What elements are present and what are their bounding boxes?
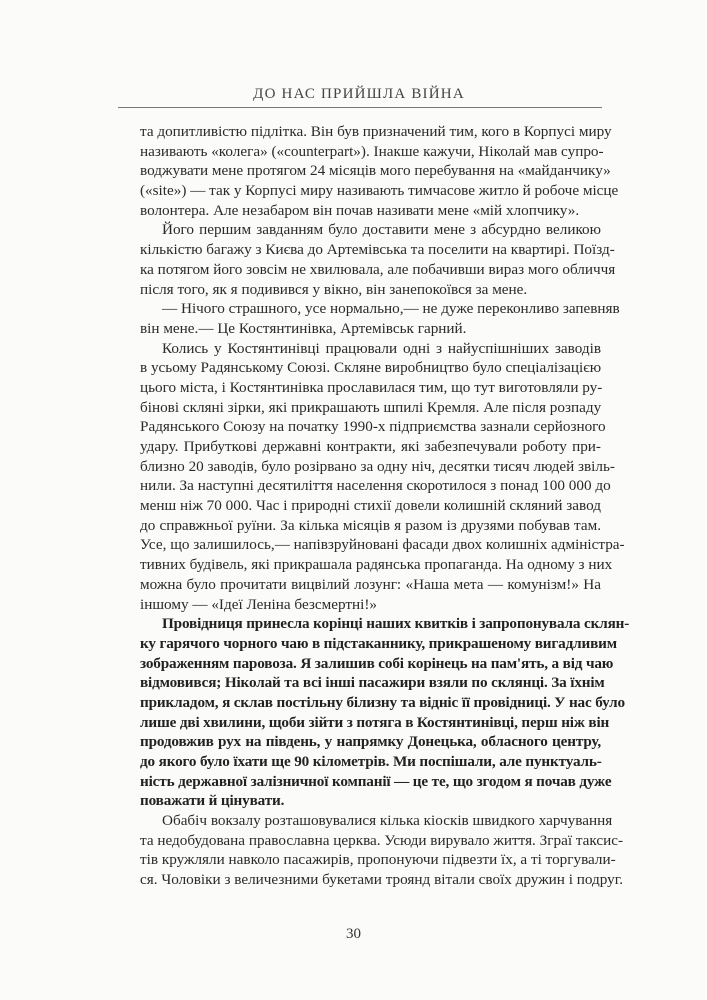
text-line: лише дві хвилини, щоби зійти з потяга в Костянтинівці, перш ніж він	[140, 713, 610, 731]
text-line: відмовився; Ніколай та всі інші пасажири взяли по склянці. За їхнім	[140, 674, 605, 692]
text-line: («site») — так у Корпусі миру називають тимчасове житло й робоче місце	[140, 182, 619, 200]
text-line: Усе, що залишилось,— напівзруйновані фасади двох колишніх адміністра-	[140, 536, 625, 554]
text-line: називають «колега» («counterpart»). Інакше кажучи, Ніколай мав супро-	[140, 142, 604, 160]
text-line: до справжньої руїни. За кілька місяців я разом із друзями побував там.	[140, 516, 601, 534]
text-line: він мене.— Це Костянтинівка, Артемівськ гарний.	[140, 319, 467, 337]
text-line: ся. Чоловіки з величезними букетами троянд вітали своїх дружин і подруг.	[140, 871, 624, 889]
text-line: поважати й цінувати.	[140, 792, 285, 810]
text-line: тивних будівель, які прикрашала радянська пропаганда. На одному з них	[140, 556, 613, 574]
text-line: близно 20 заводів, було розірвано за одну ніч, десятки тисяч людей звіль-	[140, 457, 615, 475]
text-line: Радянського Союзу на початку 1990-х підприємства зазнали серйозного	[140, 418, 606, 436]
text-line: ка потягом його зовсім не хвилювала, але побачивши вираз мого обличчя	[140, 260, 616, 278]
text-line: зображенням паровоза. Я залишив собі корінець на пам'ять, а від чаю	[140, 654, 614, 672]
paragraph	[140, 299, 620, 338]
text-line: нили. За наступні десятиліття населення скоротилося з понад 100 000 до	[140, 477, 611, 495]
text-line: воджувати мене протягом 24 місяців мого перебування на «майданчику»	[140, 162, 611, 180]
text-line: ку гарячого чорного чаю в підстаканнику, прикрашеному вигадливим	[140, 634, 617, 652]
page-number: 30	[346, 926, 361, 942]
text-line: в усьому Радянському Союзі. Скляне виробництво було спеціалізацією	[140, 359, 602, 377]
paragraph	[140, 220, 616, 299]
paragraph	[140, 614, 630, 811]
body-text	[140, 122, 630, 890]
text-line: до якого було їхати ще 90 кілометрів. Ми поспішали, але пунктуаль-	[140, 753, 602, 770]
paragraph	[140, 122, 619, 220]
text-line: іншому — «Ідеї Леніна безсмертні!»	[140, 595, 377, 613]
text-line: кількістю багажу з Києва до Артемівська та поселити на квартирі. Поїзд-	[140, 241, 615, 259]
paragraph	[140, 811, 624, 890]
text-line: Обабіч вокзалу розташовувалися кілька кіосків швидкого харчування	[162, 812, 613, 830]
running-header: ДО НАС ПРИЙШЛА ВІЙНА	[253, 86, 465, 102]
text-line: цього міста, і Костянтинівка прославилася тим, що тут виготовляли ру-	[140, 378, 603, 396]
text-line: бінові скляні зірки, які прикрашають шпилі Кремля. Але після розпаду	[140, 398, 602, 416]
text-line: продовжив рух на південь, у напрямку Донецька, обласного центру,	[140, 733, 601, 751]
header-rule	[118, 107, 602, 108]
text-line: удару. Прибуткові державні контракти, які забезпечували роботу при-	[140, 438, 601, 455]
text-line: Його першим завданням було доставити мене з абсурдно великою	[162, 221, 601, 239]
text-line: волонтера. Але незабаром він почав називати мене «мій хлопчику».	[140, 201, 580, 219]
text-line: та недобудована православна церква. Усюди вирувало життя. Зграї таксис-	[140, 831, 624, 849]
text-line: та допитливістю підлітка. Він був призначений тим, кого в Корпусі миру	[140, 123, 612, 140]
text-line: тів кружляли навколо пасажирів, пропонуючи підвезти їх, а ті торгували-	[140, 851, 616, 869]
text-line: прикладом, я склав постільну білизну та відніс її провідниці. У нас було	[140, 693, 625, 711]
text-line: ність державної залізничної компанії — це те, що згодом я почав дуже	[140, 772, 612, 790]
text-line: Колись у Костянтинівці працювали одні з найуспішніших заводів	[162, 339, 601, 357]
text-line: менш ніж 70 000. Час і природні стихії довели колишній скляний завод	[140, 497, 601, 515]
text-line: — Нічого страшного, усе нормально,— не дуже переконливо запевняв	[162, 300, 620, 318]
text-line: Провідниця принесла корінці наших квитків і запропонувала склян-	[162, 615, 630, 633]
text-line: можна було прочитати вицвілий лозунг: «Наша мета — комунізм!» На	[140, 575, 601, 593]
paragraph	[140, 339, 625, 615]
text-line: після того, як я подивився у вікно, він занепокоївся за мене.	[140, 280, 528, 298]
